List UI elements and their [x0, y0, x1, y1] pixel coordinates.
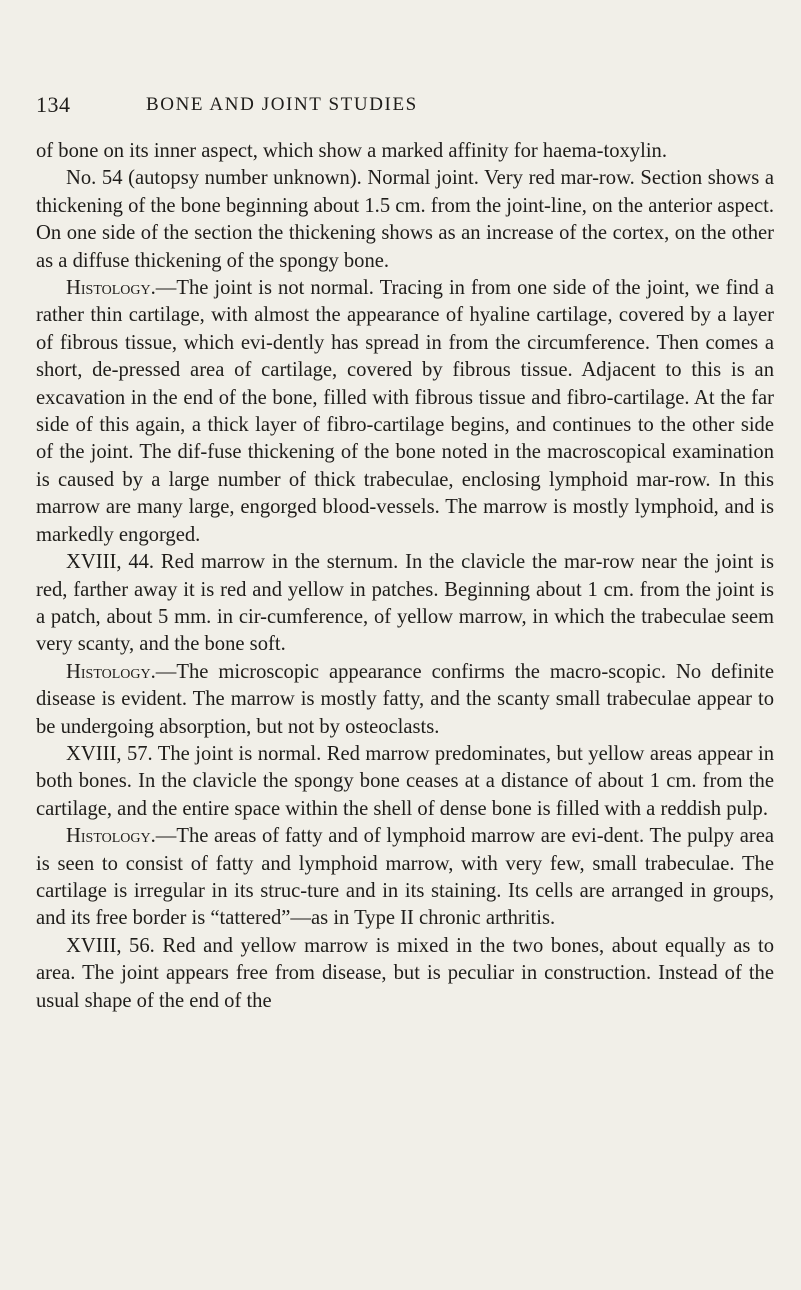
paragraph-4: XVIII, 44. Red marrow in the sternum. In the clavicle the mar-row near the joint is red, farther away it is red and yellow in patches. Beginning about 1 cm. from the joint is a patch, about 5 mm. in cir-cumference, of yellow marrow, in which the trabeculae seem very scanty, and the bone soft.	[36, 551, 774, 656]
paragraph-1: of bone on its inner aspect, which show a marked affinity for haema-toxylin.	[36, 140, 667, 162]
section-lead: Histology.	[66, 825, 156, 848]
paragraph-5: Histology.—The microscopic appearance confirms the macro-scopic. No definite disease is evident. The marrow is mostly fatty, and the scanty small trabeculae appear to be undergoing absorption, but not by osteoclasts.	[36, 660, 774, 738]
paragraph-8: XVIII, 56. Red and yellow marrow is mixed in the two bones, about equally as to area. The joint appears free from disease, but is peculiar in construction. Instead of the usual shape of the end of the	[36, 934, 774, 1012]
running-head: BONE AND JOINT STUDIES	[146, 94, 418, 115]
paragraph-7: Histology.—The areas of fatty and of lymphoid marrow are evi-dent. The pulpy area is seen to consist of fatty and lymphoid marrow, with very few, small trabeculae. The cartilage is irregular in its struc-ture and in its staining. Its cells are arranged in groups, and its free border is “tattered”—as in Type II chronic arthritis.	[36, 825, 774, 930]
page-number: 134	[36, 92, 71, 117]
section-lead: Histology.	[66, 660, 156, 683]
page-header	[36, 92, 776, 122]
paragraph-2: No. 54 (autopsy number unknown). Normal joint. Very red mar-row. Section shows a thickening of the bone beginning about 1.5 cm. from the joint-line, on the anterior aspect. On one side of the section the thickening shows as an increase of the cortex, on the other as a diffuse thickening of the spongy bone.	[36, 167, 774, 272]
body-text	[36, 138, 774, 1015]
paragraph-3: Histology.—The joint is not normal. Tracing in from one side of the joint, we find a rather thin cartilage, with almost the appearance of hyaline cartilage, covered by a layer of fibrous tissue, which evi-dently has spread in from the circumference. Then comes a short, de-pressed area of cartilage, covered by fibrous tissue. Adjacent to this is an excavation in the end of the bone, filled with fibrous tissue and fibro-cartilage. At the far side of this again, a thick layer of fibro-cartilage begins, and continues to the other side of the joint. The dif-fuse thickening of the bone noted in the macroscopical examination is caused by a large number of thick trabeculae, enclosing lymphoid mar-row. In this marrow are many large, engorged blood-vessels. The marrow is mostly lymphoid, and is markedly engorged.	[36, 277, 774, 546]
paragraph-6: XVIII, 57. The joint is normal. Red marrow predominates, but yellow areas appear in both bones. In the clavicle the spongy bone ceases at a distance of about 1 cm. from the cartilage, and the entire space within the shell of dense bone is filled with a reddish pulp.	[36, 742, 774, 820]
section-lead: Histology.	[66, 277, 156, 300]
